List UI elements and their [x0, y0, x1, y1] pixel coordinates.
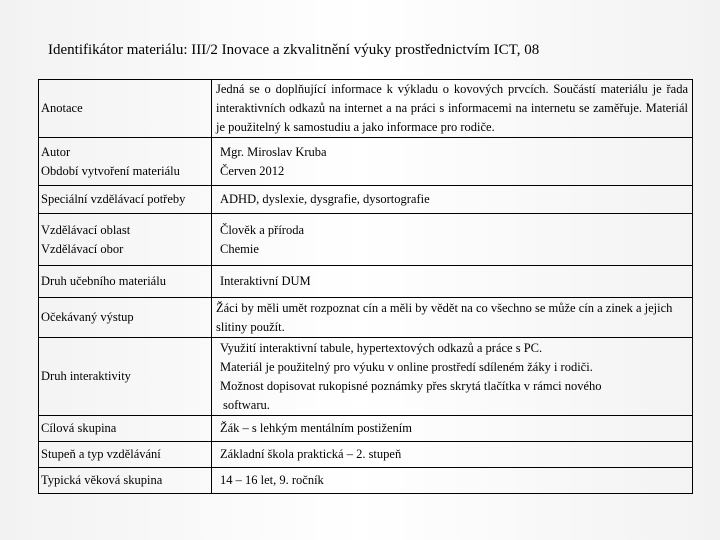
row-druh-materialu: [39, 266, 693, 298]
value-cell-autor: [212, 138, 693, 186]
row-autor: [39, 138, 693, 186]
label-anotace: Anotace: [39, 80, 212, 138]
value-stupen: Základní škola praktická – 2. stupeň: [212, 442, 693, 468]
value-obor: Chemie: [220, 241, 259, 256]
label-interaktivita: Druh interaktivity: [39, 338, 212, 416]
row-specialni: [39, 186, 693, 214]
label-stupen: Stupeň a typ vzdělávání: [39, 442, 212, 468]
label-vek: Typická věková skupina: [39, 468, 212, 494]
value-interaktivita-line-2: Materiál je použitelný pro výuku v online prostředí sdíleném žáky i rodiči.: [220, 359, 593, 374]
row-stupen: [39, 442, 693, 468]
label-skupina: Cílová skupina: [39, 416, 212, 442]
label-cell-autor: [39, 138, 212, 186]
label-specialni: Speciální vzdělávací potřeby: [39, 186, 212, 214]
document-title: Identifikátor materiálu: III/2 Inovace a zkvalitnění výuky prostřednictvím ICT, 08: [48, 42, 540, 58]
material-info-table: [38, 79, 693, 494]
label-autor: Autor: [41, 144, 71, 159]
row-interaktivita: [39, 338, 693, 416]
label-oblast: Vzdělávací oblast: [41, 222, 131, 237]
value-obdobi: Červen 2012: [220, 163, 285, 178]
value-cell-oblast: [212, 214, 693, 266]
label-vystup: Očekávaný výstup: [39, 298, 212, 338]
value-interaktivita-line-3: Možnost dopisovat rukopisné poznámky přes skrytá tlačítka v rámci nového: [220, 378, 602, 393]
value-vek: 14 – 16 let, 9. ročník: [212, 468, 693, 494]
label-druh-materialu: Druh učebního materiálu: [39, 266, 212, 298]
label-cell-oblast: [39, 214, 212, 266]
value-interaktivita-line-1: Využití interaktivní tabule, hypertextových odkazů a práce s PC.: [220, 340, 543, 355]
label-obdobi: Období vytvoření materiálu: [41, 163, 180, 178]
value-oblast: Člověk a příroda: [220, 222, 305, 237]
row-vek: [39, 468, 693, 494]
row-oblast: [39, 214, 693, 266]
value-anotace: Jedná se o doplňující informace k výkladu o kovových prvcích. Součástí materiálu je řada interaktivních odkazů na internet a na práci s informacemi na internetu se zaměřuje. Materiál je použitelný k samostudiu a jako informace pro rodiče.: [212, 80, 693, 138]
value-autor: Mgr. Miroslav Kruba: [220, 144, 327, 159]
value-specialni: ADHD, dyslexie, dysgrafie, dysortografie: [212, 186, 693, 214]
row-vystup: [39, 298, 693, 338]
row-skupina: [39, 416, 693, 442]
value-skupina: Žák – s lehkým mentálním postižením: [212, 416, 693, 442]
value-vystup: Žáci by měli umět rozpoznat cín a měli by vědět na co všechno se může cín a zinek a jejich slitiny použít.: [212, 298, 693, 338]
row-anotace: [39, 80, 693, 138]
value-cell-interaktivita: [212, 338, 693, 416]
value-druh-materialu: Interaktivní DUM: [212, 266, 693, 298]
label-obor: Vzdělávací obor: [41, 241, 124, 256]
value-interaktivita-line-4: softwaru.: [223, 397, 270, 412]
